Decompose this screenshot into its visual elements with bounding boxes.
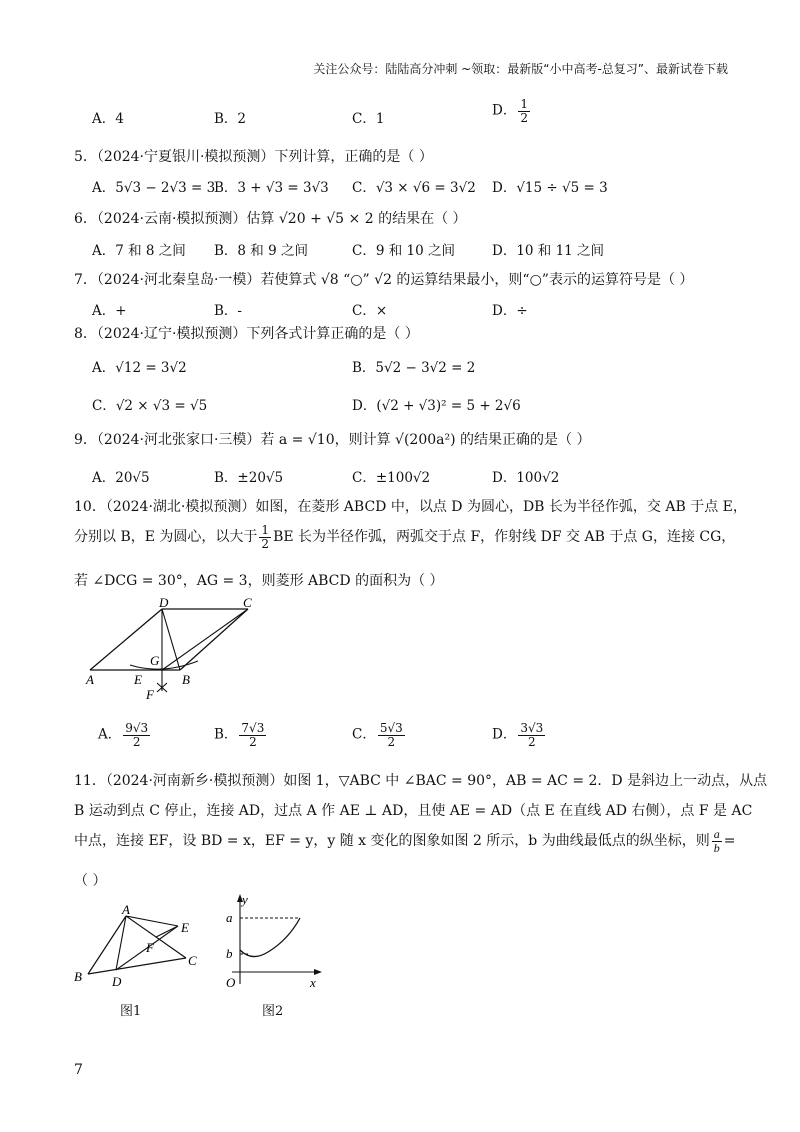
q10-option-a (98, 722, 152, 748)
q6-option-d: D．10 和 11 之间 (492, 243, 605, 259)
rhombus-figure (80, 595, 280, 705)
q9-option-b: B．±20√5 (214, 470, 284, 486)
q10-line2-pre: 分别以 B，E 为圆心，以大于 (74, 529, 258, 546)
figure-2-graph (218, 892, 328, 992)
figure-1-triangle (66, 898, 216, 990)
q11-a-over-b (712, 828, 722, 854)
q6-option-b: B．8 和 9 之间 (214, 243, 308, 259)
q11-line1: 11．（2024·河南新乡·模拟预测）如图 1，▽ABC 中 ∠BAC = 90°，AB = AC = 2．D 是斜边上一动点，从点 (74, 773, 768, 789)
option-fraction (378, 722, 405, 748)
q4-option-c: C．1 (352, 111, 385, 127)
label-f: F (146, 940, 154, 955)
fraction-denominator: 2 (520, 110, 528, 125)
q4-option-d-label: D． (492, 102, 517, 119)
page-number: 7 (74, 1062, 83, 1078)
q9-stem: 9．（2024·河北张家口·三模）若 a = √10，则计算 √(200a²) 的结果正确的是（ ） (74, 432, 591, 448)
page-header: 关注公众号：陆陆高分冲刺 ~领取：最新版“小中高考-总复习”、最新试卷下载 (313, 62, 728, 76)
q11-line3 (74, 828, 735, 854)
q6-option-c: C．9 和 10 之间 (352, 243, 455, 259)
q10-option-b (214, 722, 268, 748)
q9-option-d: D．100√2 (492, 470, 560, 486)
q5-option-a: A．5√3 − 2√3 = 3 (92, 180, 216, 196)
q8-option-c: C．√2 × √3 = √5 (92, 398, 208, 414)
q11-line2: B 运动到点 C 停止，连接 AD，过点 A 作 AE ⊥ AD，且使 AE = AD（点 E 在直线 AD 右侧），点 F 是 AC (74, 803, 753, 819)
fraction-numerator: 1 (520, 97, 528, 111)
label-e: E (134, 672, 142, 687)
label-e: E (181, 920, 189, 935)
option-fraction (239, 722, 266, 748)
fraction-numerator: 3√3 (520, 721, 544, 735)
q9-option-a: A．20√5 (92, 470, 150, 486)
fraction-denominator: 2 (261, 536, 270, 551)
q4-option-b: B．2 (214, 111, 247, 127)
q10-line3: 若 ∠DCG = 30°，AG = 3，则菱形 ABCD 的面积为（ ） (74, 573, 444, 589)
q10-option-c (352, 722, 407, 748)
q7-stem: 7．（2024·河北秦皇岛·一模）若使算式 √8 “○” √2 的运算结果最小，则“○”表示的运算符号是（ ） (74, 272, 694, 288)
q10-half-fraction (259, 524, 271, 550)
fraction-numerator: 5√3 (379, 721, 403, 735)
fraction-denominator: 2 (132, 734, 141, 749)
label-c: C (188, 953, 197, 968)
q5-option-c: C．√3 × √6 = 3√2 (352, 180, 476, 196)
label-f: F (146, 687, 154, 702)
q6-option-a: A．7 和 8 之间 (92, 243, 186, 259)
option-label: B． (214, 726, 238, 743)
fraction-numerator: 1 (261, 523, 270, 537)
fraction-denominator: 2 (387, 734, 396, 749)
q11-line3-pre: 中点，连接 EF，设 BD = x，EF = y，y 随 x 变化的图象如图 2 所示，b 为曲线最低点的纵坐标，则 (74, 833, 710, 850)
fraction-denominator: b (713, 840, 720, 855)
q5-option-b: B．3 + √3 = 3√3 (214, 180, 329, 196)
option-label: D． (492, 726, 517, 743)
q10-line2 (74, 524, 735, 550)
label-b: b (226, 946, 233, 961)
label-a: A (86, 672, 94, 687)
q11-line4: （ ） (74, 873, 107, 889)
option-fraction (123, 722, 150, 748)
q5-stem: 5．（2024·宁夏银川·模拟预测）下列计算，正确的是（ ） (74, 149, 433, 165)
label-d: D (112, 974, 122, 989)
q7-option-a: A．+ (92, 303, 127, 319)
q10-option-d (492, 722, 547, 748)
q8-stem: 8．（2024·辽宁·模拟预测）下列各式计算正确的是（ ） (74, 326, 419, 342)
q11-line3-post: = (723, 833, 736, 850)
label-y: y (242, 892, 248, 907)
q7-option-d: D．÷ (492, 303, 528, 319)
label-g: G (150, 653, 160, 668)
q6-stem: 6．（2024·云南·模拟预测）估算 √20 + √5 × 2 的结果在（ ） (74, 211, 467, 227)
q7-option-c: C．× (352, 303, 388, 319)
fraction-numerator: 9√3 (125, 721, 149, 735)
label-o: O (226, 975, 236, 990)
fraction-numerator: a (713, 827, 720, 841)
label-a: a (226, 910, 233, 925)
option-label: C． (352, 726, 376, 743)
q9-option-c: C．±100√2 (352, 470, 431, 486)
label-x: x (310, 975, 316, 990)
q4-option-a: A．4 (92, 111, 124, 127)
q8-option-a: A．√12 = 3√2 (92, 360, 187, 376)
fraction-numerator: 7√3 (241, 721, 265, 735)
q7-option-b: B．- (214, 303, 242, 319)
label-b: B (182, 672, 190, 687)
q4-option-d (492, 98, 532, 124)
figure-2-caption: 图2 (262, 1004, 284, 1019)
figure-1-caption: 图1 (120, 1004, 142, 1019)
option-label: A． (98, 726, 122, 743)
q10-line1: 10．（2024·湖北·模拟预测）如图，在菱形 ABCD 中，以点 D 为圆心，DB 长为半径作弧，交 AB 于点 E， (74, 499, 747, 515)
option-fraction (518, 722, 545, 748)
label-c: C (243, 595, 252, 610)
q8-option-b: B．5√2 − 3√2 = 2 (352, 360, 476, 376)
q10-line2-post: BE 长为半径作弧，两弧交于点 F，作射线 DF 交 AB 于点 G，连接 CG， (273, 529, 736, 546)
fraction-denominator: 2 (249, 734, 257, 749)
label-b: B (74, 969, 82, 984)
label-d: D (159, 595, 169, 610)
fraction-denominator: 2 (527, 734, 536, 749)
q8-option-d: D．(√2 + √3)² = 5 + 2√6 (352, 398, 521, 414)
q4-option-d-fraction (518, 98, 530, 124)
label-a: A (122, 902, 130, 917)
q5-option-d: D．√15 ÷ √5 = 3 (492, 180, 608, 196)
